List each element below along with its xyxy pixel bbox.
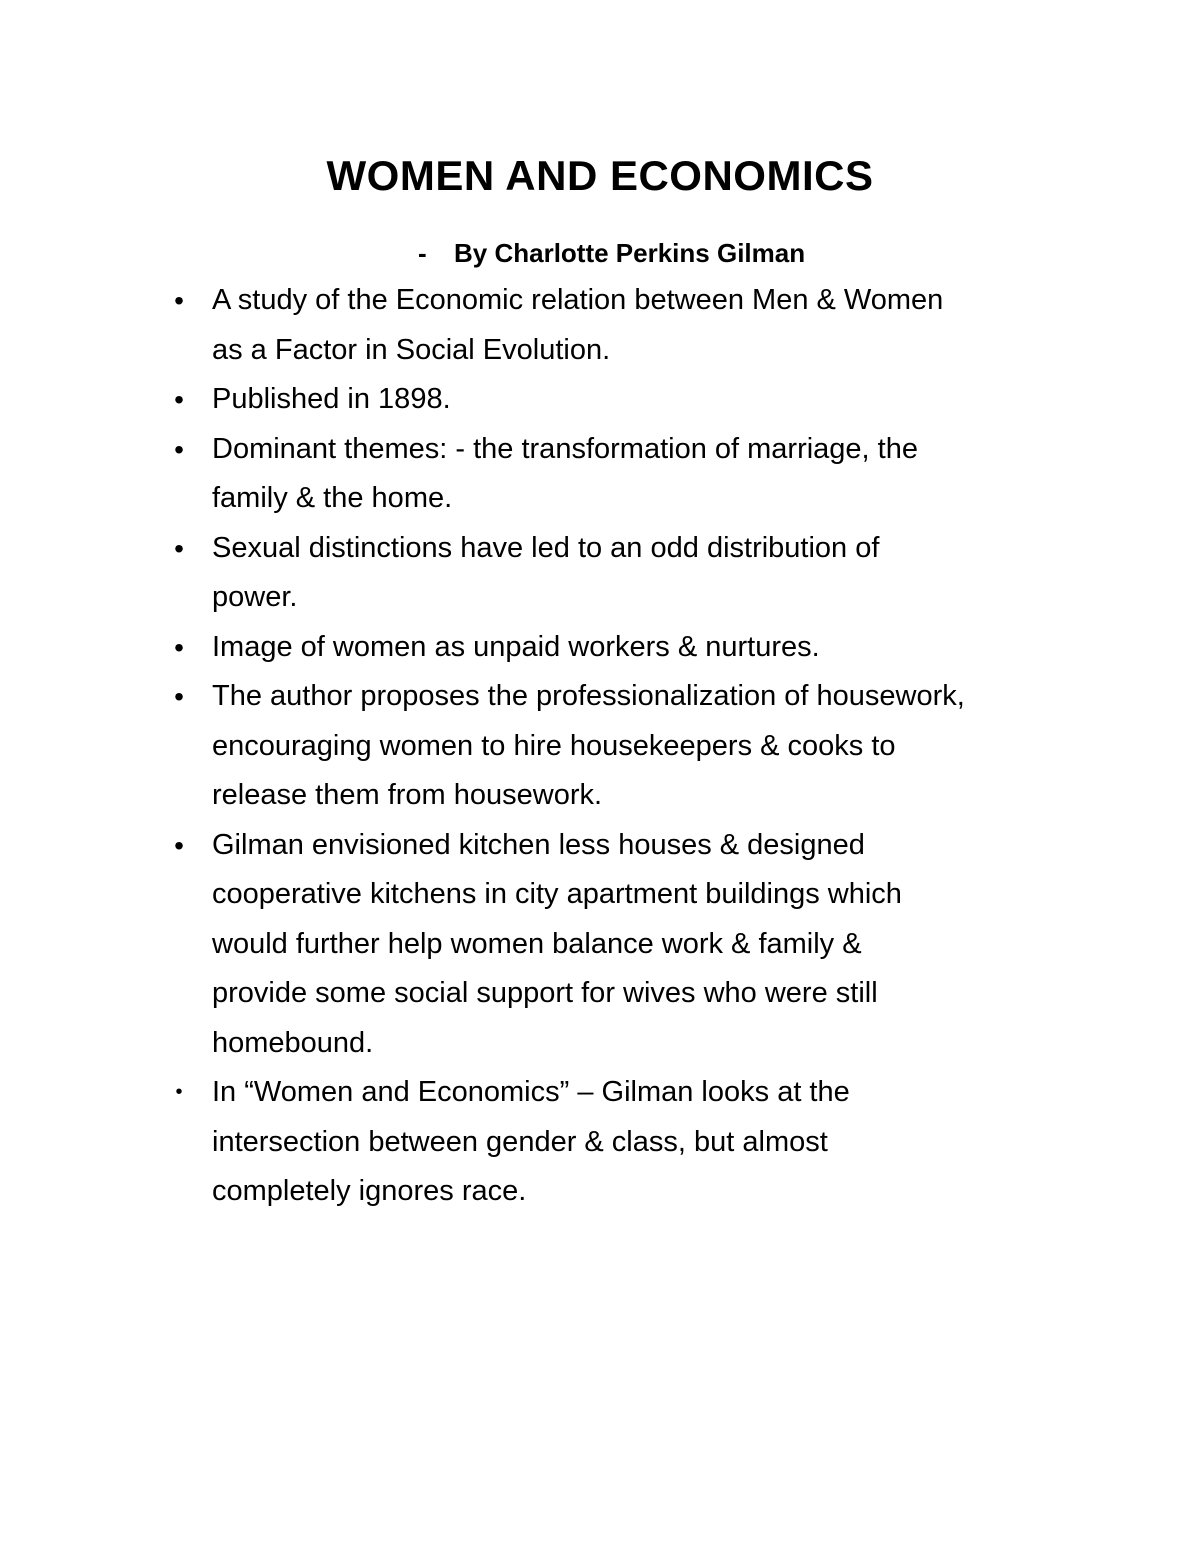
bullet-icon: • xyxy=(175,1081,183,1103)
list-item-line: Gilman envisioned kitchen less houses & designed xyxy=(212,828,865,861)
bullet-list xyxy=(174,276,1092,1217)
list-item xyxy=(174,276,1092,375)
list-item-line: encouraging women to hire housekeepers & cooks to xyxy=(212,729,896,762)
document-title: WOMEN AND ECONOMICS xyxy=(326,152,874,199)
bullet-icon: • xyxy=(174,384,184,415)
list-item-line: as a Factor in Social Evolution. xyxy=(212,333,611,366)
list-item-line: In “Women and Economics” – Gilman looks at the xyxy=(212,1076,850,1108)
list-item-line: The author proposes the professionalization of housework, xyxy=(212,680,965,712)
list-item xyxy=(174,672,1092,821)
list-item-line: power. xyxy=(212,581,298,613)
bullet-icon: • xyxy=(174,631,184,663)
list-item-line: release them from housework. xyxy=(212,779,603,811)
list-item xyxy=(174,425,1092,524)
list-item-line: A study of the Economic relation between Men & Women xyxy=(212,284,944,316)
bullet-icon: • xyxy=(174,681,184,712)
list-item-line: intersection between gender & class, but almost xyxy=(212,1125,828,1158)
list-item-line: Image of women as unpaid workers & nurtures. xyxy=(212,630,820,663)
list-item xyxy=(174,623,1092,673)
list-item xyxy=(174,524,1092,623)
bullet-icon: • xyxy=(174,829,184,861)
list-item-line: Published in 1898. xyxy=(212,383,451,415)
list-item-line: completely ignores race. xyxy=(212,1175,527,1207)
list-item xyxy=(174,375,1092,425)
bullet-icon: • xyxy=(174,532,184,564)
list-item-line: Sexual distinctions have led to an odd distribution of xyxy=(212,531,880,564)
list-item xyxy=(175,1068,1092,1217)
list-item-line: homebound. xyxy=(212,1026,374,1059)
list-item-line: would further help women balance work & family & xyxy=(212,927,862,960)
byline-text: By Charlotte Perkins Gilman xyxy=(454,238,806,268)
list-item-line: cooperative kitchens in city apartment buildings which xyxy=(212,878,902,910)
author-byline xyxy=(418,236,805,270)
byline-dash: - xyxy=(418,238,427,268)
bullet-icon: • xyxy=(174,433,184,465)
list-item-line: family & the home. xyxy=(212,482,453,514)
bullet-icon: • xyxy=(174,285,184,316)
list-item-line: provide some social support for wives who were still xyxy=(212,977,878,1009)
list-item xyxy=(174,821,1092,1069)
list-item-line: Dominant themes: - the transformation of marriage, the xyxy=(212,432,918,465)
